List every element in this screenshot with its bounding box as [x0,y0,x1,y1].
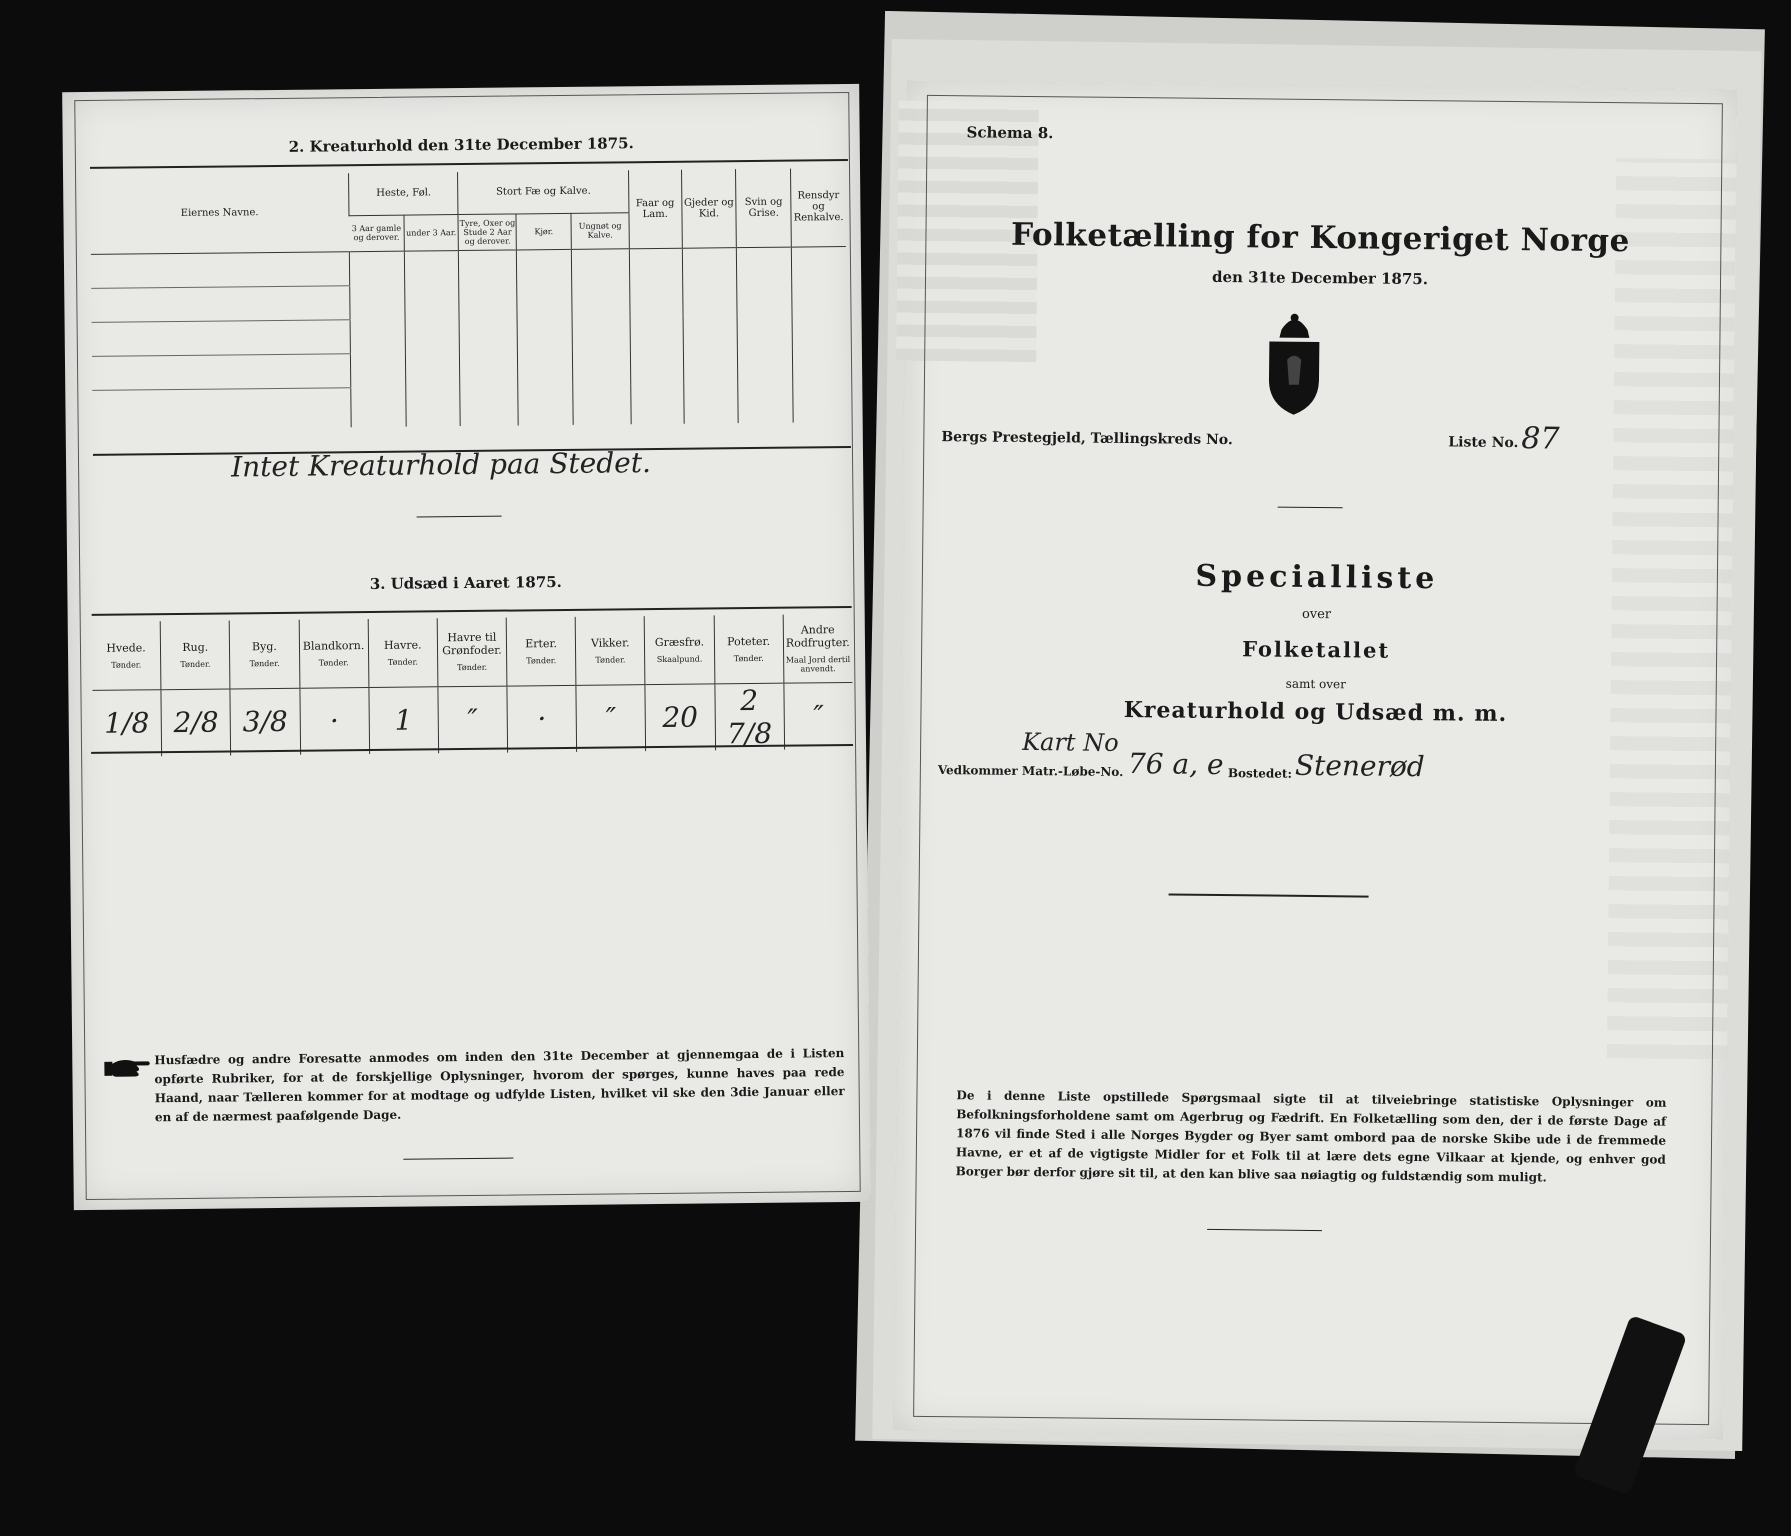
section3-title: 3. Udsæd i Aaret 1875. [369,572,562,594]
kreaturhold-title: Kreaturhold og Udsæd m. m. [1123,696,1508,728]
seed-col-name: Andre Rodfrugter. [785,622,850,650]
seed-col-name: Blandkorn. [302,638,365,653]
right-page [893,81,1737,1440]
seed-col-unit: Tønder. [111,660,142,670]
seed-col-unit: Tønder. [387,657,418,667]
seed-value: · [507,685,577,752]
coat-of-arms-icon [1259,309,1330,420]
seed-col-header [783,614,852,683]
seed-col-name: Erter. [525,636,558,651]
seed-col-name: Vikker. [590,636,630,650]
handwritten-note: Intet Kreaturhold paa Stedet. [230,446,652,484]
col-pigs: Svin og Grise. [736,169,792,248]
seed-value: 20 [645,683,715,750]
seed-col-name: Hvede. [106,641,146,655]
seed-col-name: Havre til Grønfoder. [442,630,502,658]
sub-horse-old: 3 Aar gamle og derover. [351,223,402,243]
handwritten-kart: Kart No [1022,727,1119,757]
group-cattle: Stort Fæ og Kalve. [458,170,629,214]
bostedet-value: Stenerød [1294,748,1425,784]
sub-bulls: Tyre, Oxer og Stude 2 Aar og derover. [458,213,516,250]
census-date: den 31te December 1875. [1211,267,1429,289]
col-owner: Eiernes Navne. [180,207,259,220]
section2-title: 2. Kreaturhold den 31te December 1875. [288,134,634,156]
special-list-title: Specialliste [1195,558,1439,597]
seed-col-header [506,617,576,686]
intro-paragraph: De i denne Liste opstillede Spørgsmaal sigte til at tilveiebringe statistiske Oplysninger om Befolkningsforholdene samt om Agerbrug og Fædrift. En Folketælling som den, der i de første Dage af 1876 vil finde Sted i alle Norges Bygder og Byer samt ombord paa de norske Skibe ude i de fremmede Havne, er et af de vigtigste Midler for et Folk til at lære dets egne Vilkaar at kjende, og enhver god Borger bør derfor gjøre sit til, at den kan blive saa nøiagtig og fuldstændig som muligt. [955,1088,1667,1185]
livestock-table [90,168,848,430]
seed-col-unit: Tønder. [249,658,280,669]
seed-table [92,614,853,756]
parish-label: Bergs Prestegjeld, Tællingskreds No. [941,429,1233,449]
seed-col-unit: Tønder. [457,663,488,673]
seed-col-unit: Tønder. [318,657,349,668]
seed-value: ″ [576,684,646,751]
seed-value: 1/8 [104,706,150,740]
col-reindeer: Rensdyr og Renkalve. [791,168,846,247]
sub-horse-young: under 3 Aar. [404,214,459,251]
seed-col-name: Havre. [383,638,422,652]
seed-col-header [645,615,715,684]
col-sheep: Faar og Lam. [628,170,682,249]
seed-value: ″ [438,686,508,753]
seed-value: 2/8 [161,688,231,755]
seed-col-name: Rug. [182,640,209,654]
seed-col-header [437,618,507,687]
folketallet-text: Folketallet [1242,636,1391,663]
seed-col-header [230,620,300,689]
seed-col-name: Byg. [251,639,277,653]
schema-label: Schema 8. [966,123,1054,143]
seed-col-name: Poteter. [727,634,771,649]
seed-value: · [299,687,369,754]
seed-col-header [160,620,230,689]
seed-col-header [92,621,161,690]
seed-col-unit: Tønder. [180,659,211,669]
notice-text: Husfædre og andre Foresatte anmodes om inden den 31te December at gjennemgaa de i Listen opførte Rubriker, for at de forskjellige Oplysninger, hvorom der spørges, kunne haves paa rede Haand, naar Tælleren kommer for at modtage og udfylde Listen, hvilket vil ske den 3die Januar eller en af de nærmest paafølgende Dage. [154,1046,845,1125]
seed-col-unit: Tønder. [733,653,764,663]
seed-col-unit: Tønder. [595,655,626,665]
bostedet-label: Bostedet: [1227,766,1293,781]
matr-label: Vedkommer Matr.-Løbe-No. [937,763,1124,779]
seed-value: 1 [369,686,439,753]
seed-col-header [368,618,438,687]
seed-col-header [575,616,645,685]
seed-col-unit: Maal Jord dertil anvendt. [785,654,851,674]
sub-cows: Kjør. [516,213,571,250]
table-row [92,382,847,430]
main-title: Folketælling for Kongeriget Norge [1010,216,1630,260]
seed-col-header [714,615,784,684]
seed-value: ″ [784,682,853,749]
list-label: Liste No. [1448,434,1519,452]
over-text: over [1301,606,1332,623]
seed-col-header [299,619,369,688]
seed-value: 3/8 [230,688,300,755]
pointing-hand-icon [102,1055,152,1080]
group-horses: Heste, Føl. [349,172,458,215]
list-number: 87 [1521,421,1560,457]
seed-value: 2 7/8 [714,683,784,750]
col-goats: Gjeder og Kid. [681,169,737,248]
sub-young: Ungnøt og Kalve. [571,212,629,249]
seed-col-name: Græsfrø. [654,635,705,649]
seed-col-unit: Skaalpund. [656,654,703,664]
left-page [62,84,871,1210]
samt-over-text: samt over [1285,676,1346,692]
matr-number: 76 a, e [1127,747,1224,782]
seed-col-unit: Tønder. [526,655,557,666]
